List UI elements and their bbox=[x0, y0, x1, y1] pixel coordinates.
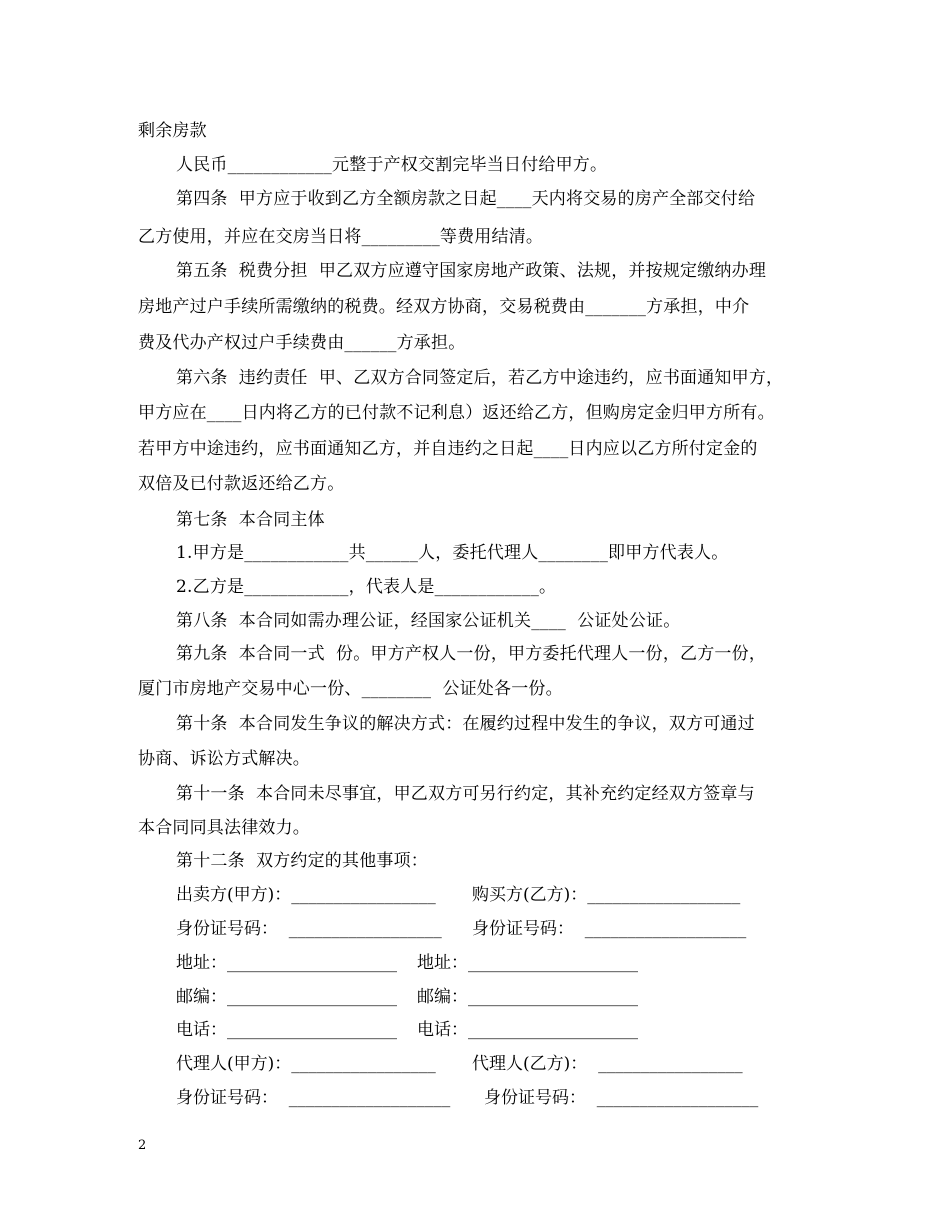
seller-agent-id-label: 身份证号码： ___________________ bbox=[176, 1088, 451, 1108]
text-line: 双倍及已付款返还给乙方。 bbox=[138, 474, 345, 494]
buyer-postcode-label: 邮编：____________________ bbox=[417, 987, 638, 1007]
buyer-phone-label: 电话：____________________ bbox=[417, 1020, 638, 1040]
text-line: 本合同同具法律效力。 bbox=[138, 818, 310, 838]
text-line: 乙方使用，并应在交房当日将_________等费用结清。 bbox=[138, 227, 544, 247]
seller-label: 出卖方(甲方)：_________________ bbox=[176, 885, 436, 905]
clause-10: 第十条 本合同发生争议的解决方式：在履约过程中发生的争议，双方可通过 bbox=[176, 714, 755, 734]
clause-6: 第六条 违约责任 甲、乙双方合同签定后，若乙方中途违约，应书面通知甲方， bbox=[176, 368, 784, 388]
seller-id-label: 身份证号码： __________________ bbox=[176, 919, 442, 939]
clause-11: 第十一条 本合同未尽事宜，甲乙双方可另行约定，其补充约定经双方签章与 bbox=[176, 784, 755, 804]
seller-agent-label: 代理人(甲方)：_________________ bbox=[176, 1054, 436, 1074]
text-line: 2.乙方是____________，代表人是____________。 bbox=[176, 577, 557, 597]
seller-address-label: 地址：____________________ bbox=[176, 953, 397, 973]
buyer-agent-id-label: 身份证号码： ___________________ bbox=[484, 1088, 759, 1108]
clause-4: 第四条 甲方应于收到乙方全额房款之日起____天内将交易的房产全部交付给 bbox=[176, 189, 756, 209]
buyer-agent-label: 代理人(乙方)： _________________ bbox=[472, 1054, 743, 1074]
text-line: 若甲方中途违约，应书面通知乙方，并自违约之日起____日内应以乙方所付定金的 bbox=[138, 439, 758, 459]
text-line: 厦门市房地产交易中心一份、________ 公证处各一份。 bbox=[138, 679, 563, 699]
text-line: 房地产过户手续所需缴纳的税费。经双方协商，交易税费由_______方承担，中介 bbox=[138, 297, 750, 317]
clause-12: 第十二条 双方约定的其他事项： bbox=[176, 851, 429, 871]
clause-9: 第九条 本合同一式 份。甲方产权人一份，甲方委托代理人一份，乙方一份， bbox=[176, 644, 767, 664]
seller-postcode-label: 邮编：____________________ bbox=[176, 987, 397, 1007]
text-line: 费及代办产权过户手续费由______方承担。 bbox=[138, 333, 466, 353]
seller-phone-label: 电话：____________________ bbox=[176, 1020, 397, 1040]
buyer-label: 购买方(乙方)：__________________ bbox=[472, 885, 741, 905]
page-number: 2 bbox=[138, 1138, 147, 1153]
clause-8: 第八条 本合同如需办理公证，经国家公证机关____ 公证处公证。 bbox=[176, 611, 681, 631]
text-line: 人民币____________元整于产权交割完毕当日付给甲方。 bbox=[176, 155, 608, 175]
text-line: 甲方应在____日内将乙方的已付款不记利息）返还给乙方，但购房定金归甲方所有。 bbox=[138, 403, 775, 423]
text-line: 1.甲方是____________共______人，委托代理人________即甲方代表人。 bbox=[176, 543, 729, 563]
text-line: 协商、诉讼方式解决。 bbox=[138, 749, 310, 769]
buyer-address-label: 地址：____________________ bbox=[417, 953, 638, 973]
text-line: 剩余房款 bbox=[138, 121, 207, 141]
buyer-id-label: 身份证号码： ___________________ bbox=[472, 919, 747, 939]
clause-7: 第七条 本合同主体 bbox=[176, 510, 325, 530]
clause-5: 第五条 税费分担 甲乙双方应遵守国家房地产政策、法规，并按规定缴纳办理 bbox=[176, 261, 767, 281]
